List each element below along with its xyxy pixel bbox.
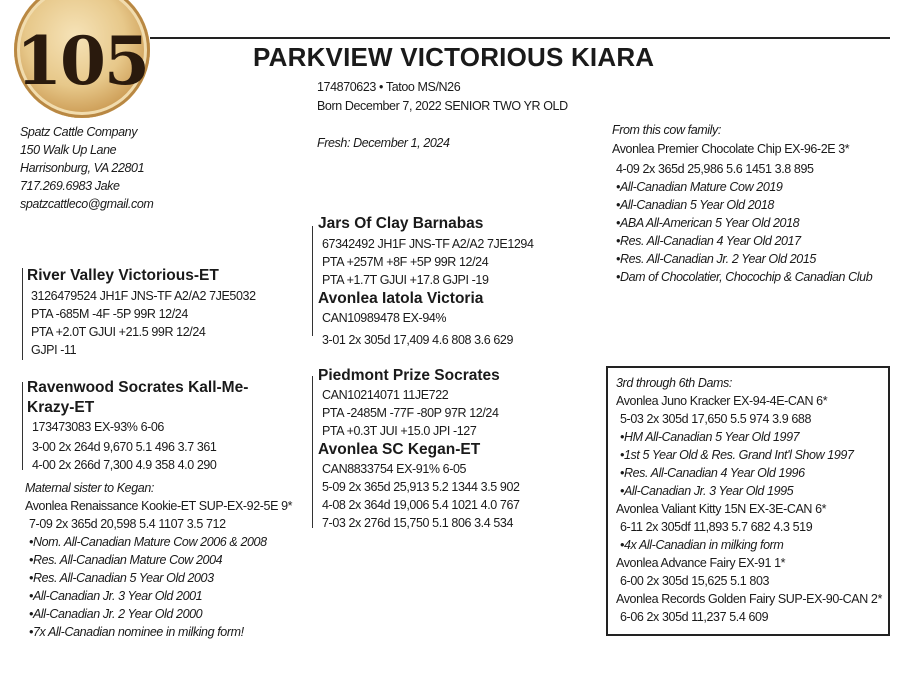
sire-name: River Valley Victorious-ET: [27, 267, 219, 284]
cow-family-award: •Dam of Chocolatier, Chocochip & Canadian Club: [616, 270, 873, 284]
dam-sire-name: Piedmont Prize Socrates: [318, 367, 500, 384]
consignor-address: 150 Walk Up Lane: [20, 143, 117, 157]
sire-sire-name: Jars Of Clay Barnabas: [318, 215, 484, 232]
sire-line: 3126479524 JH1F JNS-TF A2/A2 7JE5032: [31, 289, 256, 303]
consignor-email: spatzcattleco@gmail.com: [20, 197, 154, 211]
dam-sire-line: PTA +0.3T JUI +15.0 JPI -127: [322, 424, 477, 438]
sire-parents-bracket: [312, 226, 313, 336]
dam-dam-line: 7-03 2x 276d 15,750 5.1 806 3.4 534: [322, 516, 514, 530]
dam-sire-line: CAN10214071 11JE722: [322, 388, 449, 402]
consignor-block: [20, 123, 153, 213]
consignor-city: Harrisonburg, VA 22801: [20, 161, 145, 175]
maternal-sister-award: •Res. All-Canadian 5 Year Old 2003: [29, 571, 214, 585]
ancestor-dam-award: •All-Canadian Jr. 3 Year Old 1995: [620, 484, 794, 498]
lot-number-badge: [14, 0, 150, 118]
header-rule: [150, 37, 890, 39]
sire-line: PTA +2.0T GJUI +21.5 99R 12/24: [31, 325, 206, 339]
sire-dam-line: CAN10989478 EX-94%: [322, 311, 447, 325]
cow-family-record: 4-09 2x 365d 25,986 5.6 1451 3.8 895: [616, 162, 814, 176]
cow-family-award: •Res. All-Canadian 4 Year Old 2017: [616, 234, 801, 248]
dam-dam-line: CAN8833754 EX-91% 6-05: [322, 462, 467, 476]
sire-line: PTA -685M -4F -5P 99R 12/24: [31, 307, 188, 321]
maternal-sister-label: Maternal sister to Kegan:: [25, 481, 154, 495]
ancestor-dams-box: [606, 366, 890, 636]
lot-number: 105: [16, 22, 148, 100]
sire-parents-block: [312, 214, 602, 350]
consignor-phone: 717.269.6983 Jake: [20, 179, 120, 193]
cow-family-name: Avonlea Premier Chocolate Chip EX-96-2E 3*: [612, 142, 850, 156]
maternal-sister-award: •Nom. All-Canadian Mature Cow 2006 & 2008: [29, 535, 267, 549]
dam-line: 4-00 2x 266d 7,300 4.9 358 4.0 290: [32, 458, 217, 472]
ancestor-dam-award: •4x All-Canadian in milking form: [620, 538, 784, 552]
dam-parents-block: [312, 366, 604, 536]
sire-sire-line: PTA +257M +8F +5P 99R 12/24: [322, 255, 489, 269]
dam-line: 3-00 2x 264d 9,670 5.1 496 3.7 361: [32, 440, 217, 454]
dam-sire-line: PTA -2485M -77F -80P 97R 12/24: [322, 406, 499, 420]
ancestor-dam-award: •HM All-Canadian 5 Year Old 1997: [620, 430, 800, 444]
ancestor-dam-name: Avonlea Records Golden Fairy SUP-EX-90-CAN 2*: [616, 592, 882, 606]
ancestor-dam-record: 5-03 2x 305d 17,650 5.5 974 3.9 688: [620, 412, 812, 426]
dam-name-line1: Ravenwood Socrates Kall-Me-: [27, 379, 249, 396]
dam-dam-line: 5-09 2x 365d 25,913 5.2 1344 3.5 902: [322, 480, 520, 494]
ancestor-dam-record: 6-06 2x 305d 11,237 5.4 609: [620, 610, 769, 624]
ancestor-dam-name: Avonlea Advance Fairy EX-91 1*: [616, 556, 786, 570]
sire-sire-line: 67342492 JH1F JNS-TF A2/A2 7JE1294: [322, 237, 534, 251]
ancestor-dam-name: Avonlea Juno Kracker EX-94-4E-CAN 6*: [616, 394, 828, 408]
ancestor-dams-label: 3rd through 6th Dams:: [616, 376, 732, 390]
maternal-sister-award: •All-Canadian Jr. 3 Year Old 2001: [29, 589, 203, 603]
dam-name-line2: Krazy-ET: [27, 399, 95, 416]
dam-block: [22, 378, 312, 478]
ancestor-dam-record: 6-11 2x 305df 11,893 5.7 682 4.3 519: [620, 520, 813, 534]
maternal-sister-award: •Res. All-Canadian Mature Cow 2004: [29, 553, 223, 567]
dam-bracket: [22, 382, 23, 470]
cow-family-award: •ABA All-American 5 Year Old 2018: [616, 216, 800, 230]
sire-dam-name: Avonlea Iatola Victoria: [318, 290, 484, 307]
dam-dam-name: Avonlea SC Kegan-ET: [318, 441, 481, 458]
dam-dam-line: 4-08 2x 364d 19,006 5.4 1021 4.0 767: [322, 498, 520, 512]
ancestor-dam-record: 6-00 2x 305d 15,625 5.1 803: [620, 574, 770, 588]
cow-family-award: •All-Canadian 5 Year Old 2018: [616, 198, 774, 212]
ancestor-dam-award: •1st 5 Year Old & Res. Grand Int'l Show 1997: [620, 448, 854, 462]
ancestor-dam-name: Avonlea Valiant Kitty 15N EX-3E-CAN 6*: [616, 502, 827, 516]
maternal-sister-award: •All-Canadian Jr. 2 Year Old 2000: [29, 607, 203, 621]
page-title: PARKVIEW VICTORIOUS KIARA: [253, 42, 655, 72]
fresh-date: Fresh: December 1, 2024: [317, 136, 450, 150]
registration-line: 174870623 • Tatoo MS/N26: [317, 80, 461, 94]
consignor-name: Spatz Cattle Company: [20, 125, 138, 139]
dam-line: 173473083 EX-93% 6-06: [32, 420, 164, 434]
cow-family-label: From this cow family:: [612, 123, 721, 137]
dam-parents-bracket: [312, 376, 313, 528]
sire-block: [22, 268, 302, 360]
cow-family-award: •All-Canadian Mature Cow 2019: [616, 180, 783, 194]
sire-dam-line: 3-01 2x 305d 17,409 4.6 808 3.6 629: [322, 333, 514, 347]
sire-line: GJPI -11: [31, 343, 77, 357]
sire-sire-line: PTA +1.7T GJUI +17.8 GJPI -19: [322, 273, 489, 287]
ancestor-dam-award: •Res. All-Canadian 4 Year Old 1996: [620, 466, 805, 480]
maternal-sister-name: Avonlea Renaissance Kookie-ET SUP-EX-92-5E 9*: [25, 499, 293, 513]
maternal-sister-record: 7-09 2x 365d 20,598 5.4 1107 3.5 712: [29, 517, 226, 531]
cow-family-award: •Res. All-Canadian Jr. 2 Year Old 2015: [616, 252, 816, 266]
born-line: Born December 7, 2022 SENIOR TWO YR OLD: [317, 99, 568, 113]
sire-bracket: [22, 268, 23, 360]
maternal-sister-award: •7x All-Canadian nominee in milking form!: [29, 625, 244, 639]
